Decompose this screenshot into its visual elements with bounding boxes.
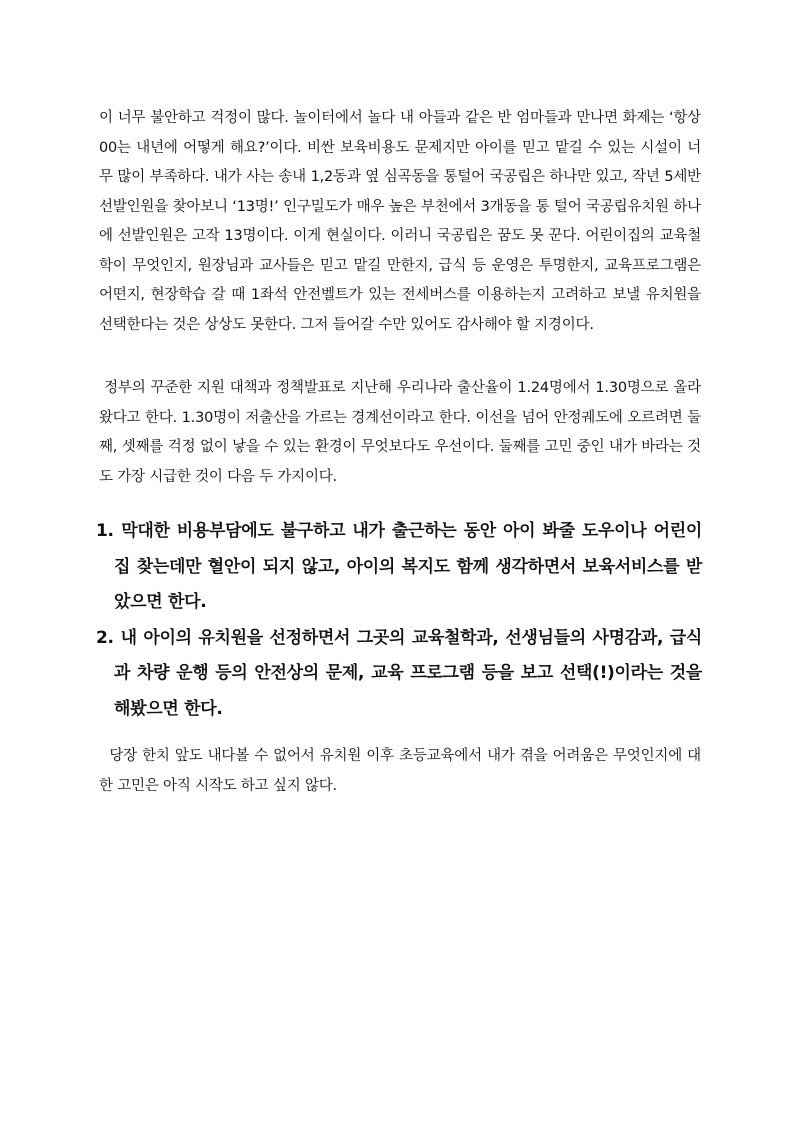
body-paragraph-1: 이 너무 불안하고 걱정이 많다. 놀이터에서 놀다 내 아들과 같은 반 엄마들과 만나면 화제는 ‘항상 00는 내년에 어떻게 해요?’이다. 비싼 보육비용도 문제지만 아이를 믿고 맡길 수 있는 시설이 너무 많이 부족하다. 내가 사는 송내 1,2동과 옆 심곡동을 통털어 국공립은 하나만 있고, 작년 5세반 선발인원을 찾아보니 ‘13명!’ 인구밀도가 매우 높은 부천에서 3개동을 통 털어 국공립유치원 하나에 선발인원은 고작 13명이다. 이게 현실이다. 이러니 국공립은 꿈도 못 꾼다. 어린이집의 교육철학이 무엇인지, 원장님과 교사들은 믿고 맡길 만한지, 급식 등 운영은 투명한지, 교육프로그램은 어떤지, 현장학습 갈 때 1좌석 안전벨트가 있는 전세버스를 이용하는지 고려하고 보낼 유치원을 선택한다는 것은 상상도 못한다. 그저 들어갈 수만 있어도 감사해야 할 지경이다. [99,110,701,333]
body-paragraph-2: 정부의 꾸준한 지원 대책과 정책발표로 지난해 우리나라 출산율이 1.24명에서 1.30명으로 올라왔다고 한다. 1.30명이 저출산을 가르는 경계선이라고 한다. 이선을 넘어 안정궤도에 오르려면 둘째, 셋째를 걱정 없이 낳을 수 있는 환경이 무엇보다도 우선이다. 둘째를 고민 중인 내가 바라는 것도 가장 시급한 것이 다음 두 가지이다. [99,380,701,485]
wish-list-item-2 [96,621,702,728]
list-text-1: 막대한 비용부담에도 불구하고 내가 출근하는 동안 아이 봐줄 도우이나 어린이집 찾는데만 혈안이 되지 않고, 아이의 복지도 함께 생각하면서 보육서비스를 받았으면 한다. [114,521,702,612]
body-paragraph-3: 당장 한치 앞도 내다볼 수 없어서 유치원 이후 초등교육에서 내가 겪을 어려움은 무엇인지에 대한 고민은 아직 시작도 하고 싶지 않다. [99,748,701,794]
wish-list [96,514,702,727]
wish-list-item-1 [96,514,702,621]
list-number-2: 2. [96,627,114,648]
list-text-2: 내 아이의 유치원을 선정하면서 그곳의 교육철학과, 선생님들의 사명감과, 급식과 차량 운행 등의 안전상의 문제, 교육 프로그램 등을 보고 선택(!)이라는 것을 해봤으면 한다. [114,627,703,719]
list-number-1: 1. [96,521,114,541]
